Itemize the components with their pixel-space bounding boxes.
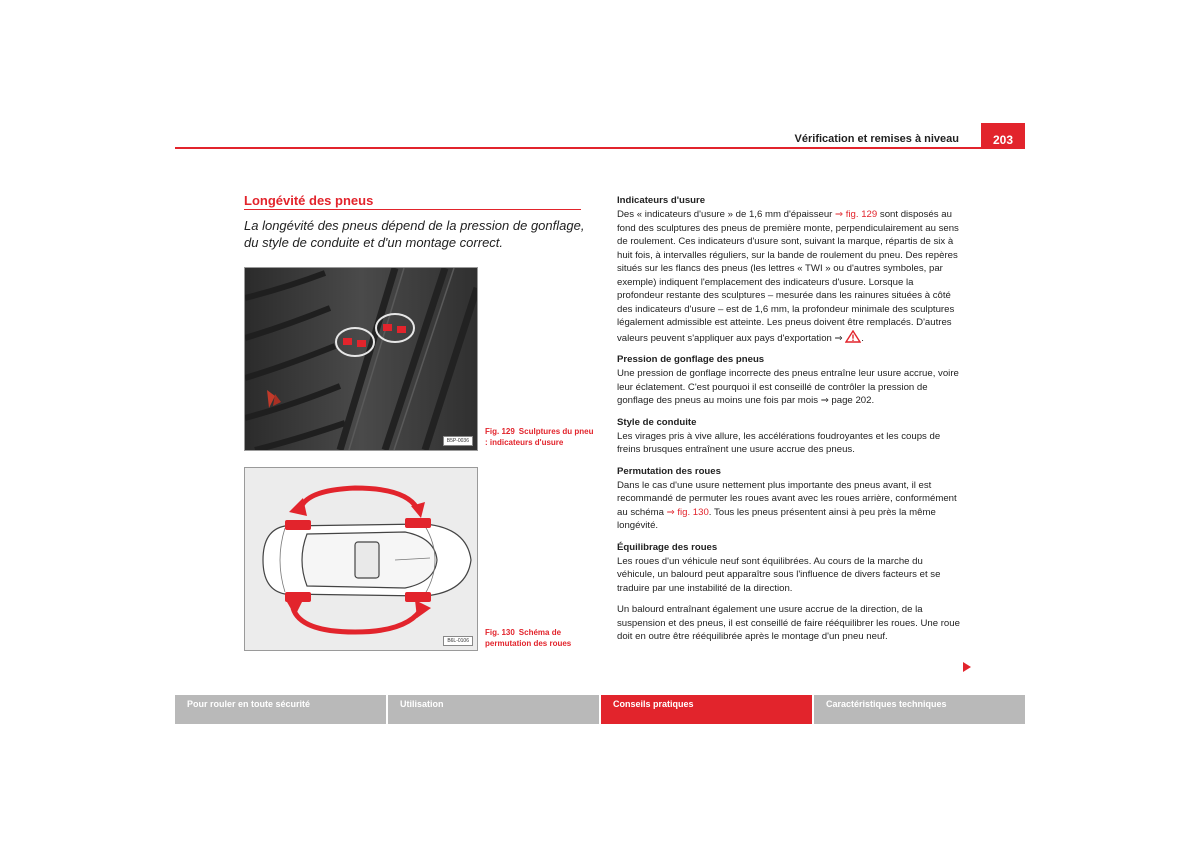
chapter-tabs	[175, 695, 1025, 724]
paragraph-text: .	[861, 332, 864, 344]
section-title-rule	[244, 209, 581, 210]
paragraph-text: sont disposés au fond des sculptures des pneus de première monte, perpendiculairement au sens de roulement. Ces indicateurs d'usure sont, suivant la marque, répartis de six à huit fois, à intervalles réguliers, sur la bande de roulement du pneu. Des repères situés sur les flancs des pneus (les lettres « TWI » ou d'autres symboles, par exemple) indiquent l'emplacement des indicateurs d'usure. Lorsque la profondeur restante des sculptures – mesurée dans les rainures situées à côté des indicateurs d'usure – est de 1,6 mm, la profondeur minimale des sculptures légalement admissible est atteinte. Les pneus doivent être remplacés. D'autres valeurs peuvent s'appliquer aux pays d'exportation ⇒	[617, 209, 959, 344]
paragraph-text: Dans le cas d'une usure nettement plus importante des pneus avant, il est recommandé de permuter les roues avant avec les roues arrière, conformément au schéma	[617, 479, 957, 518]
figure-code: B5P-0036	[443, 436, 473, 446]
figure-wheel-rotation	[244, 467, 478, 651]
section-intro: La longévité des pneus dépend de la pression de gonflage, du style de conduite et d'un montage correct.	[244, 218, 585, 250]
figure-number: Fig. 129	[485, 427, 515, 436]
rotation-paragraph	[617, 479, 962, 533]
tread-illustration	[245, 268, 477, 450]
paragraph-text: Des « indicateurs d'usure » de 1,6 mm d'épaisseur	[617, 209, 836, 220]
pressure-paragraph: Une pression de gonflage incorrecte des pneus entraîne leur usure accrue, voire leur éclatement. C'est pourquoi il est conseillé de contrôler la pression de gonflage des pneus au moins une fois par mois ⇒ page 202.	[617, 368, 959, 406]
body-text-column	[617, 194, 962, 652]
figure-129-reference-link[interactable]: ⇒ fig. 129	[835, 209, 878, 220]
rotation-diagram	[245, 468, 477, 650]
balancing-paragraph-2: Un balourd entraînant également une usure accrue de la direction, de la suspension et des pneus, il est conseillé de faire rééquilibrer les roues. Une roue doit en outre être rééquilibrée après le montage d'un pneu neuf.	[617, 604, 960, 642]
balancing-paragraph-1: Les roues d'un véhicule neuf sont équilibrées. Au cours de la marche du véhicule, un balourd peut apparaître sous l'influence de divers facteurs et se traduire par une instabilité de la direction.	[617, 555, 941, 594]
pressure-heading: Pression de gonflage des pneus	[617, 354, 765, 365]
figure-caption-text: Sculptures du pneu : indicateurs d'usure	[485, 427, 594, 447]
figure-130-caption	[485, 627, 595, 649]
page-number: 203	[981, 123, 1025, 149]
rotation-heading: Permutation des roues	[617, 465, 721, 477]
figure-tread-wear-indicators	[244, 267, 478, 451]
tab-practical-tips[interactable]: Conseils pratiques	[601, 695, 812, 724]
warning-icon[interactable]	[845, 330, 861, 343]
driving-style-heading: Style de conduite	[617, 416, 697, 428]
wear-indicators-paragraph	[617, 208, 962, 345]
tab-technical-data[interactable]: Caractéristiques techniques	[814, 695, 1025, 724]
tab-safety[interactable]: Pour rouler en toute sécurité	[175, 695, 386, 724]
wear-indicators-heading: Indicateurs d'usure	[617, 195, 706, 206]
figure-129-caption	[485, 426, 595, 448]
figure-caption-text: Schéma de permutation des roues	[485, 628, 572, 648]
tab-operation[interactable]: Utilisation	[388, 695, 599, 724]
running-header-title: Vérification et remises à niveau	[794, 133, 959, 145]
next-page-arrow-icon[interactable]	[963, 662, 971, 672]
paragraph-text: . Tous les pneus présentent ainsi à peu près la même longévité.	[617, 506, 936, 531]
figure-code: B6L-0106	[443, 636, 473, 646]
balancing-heading: Équilibrage des roues	[617, 541, 718, 553]
figure-number: Fig. 130	[485, 628, 515, 637]
section-title: Longévité des pneus	[244, 193, 374, 208]
header-rule	[175, 147, 1025, 149]
driving-style-paragraph: Les virages pris à vive allure, les accélérations foudroyantes et les coups de freins brusques entraînent une usure accrue des pneus.	[617, 430, 941, 455]
figure-130-reference-link[interactable]: ⇒ fig. 130	[666, 506, 709, 518]
